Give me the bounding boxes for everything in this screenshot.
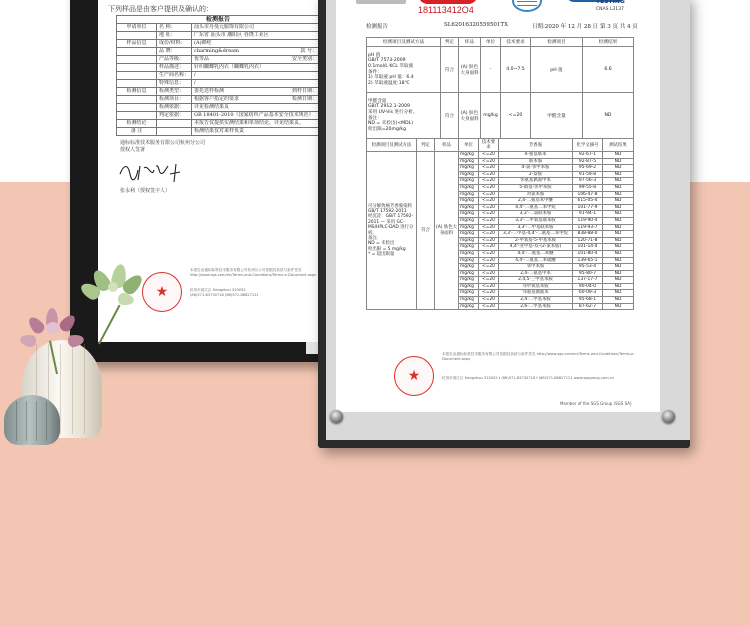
report-row [117,112,320,120]
row-label: 检测依据： [157,104,192,112]
amine-amine: 2,4-二甲基苯胺 [499,297,573,304]
amine-req: <=20 [479,237,499,244]
amine-amine: 4-氯-邻甲苯胺 [499,165,573,172]
test-method: 甲醛含量 GB/T 2912.1-2009 采用 UV-Vis 进行分析。 备注： ND = 未检出(<MDL) 检出限=20mg/kg [367,93,441,139]
amine-result: ND [603,231,634,238]
signer-name: 张永利（授权签字人） [120,188,171,194]
amine-amine: 4,4'-亚甲基-双-(2-氯苯胺) [499,244,573,251]
report-title: 检测报告 [117,16,320,24]
amine-unit: mg/kg [459,184,479,191]
amine-result: ND [603,217,634,224]
amine-unit: mg/kg [459,303,479,310]
amine-result: ND [603,178,634,185]
amine-amine: 邻甲苯胺 [499,264,573,271]
row-value: / [192,80,320,88]
amine-amine: 2-甲氧基-5-甲基苯胺 [499,237,573,244]
amine-cas: 95-53-4 [573,264,603,271]
row-value: (A)锦纶 [192,40,320,48]
amine-result: ND [603,171,634,178]
amine-result: ND [603,283,634,290]
row-label-secondary: 安全类别： [291,56,317,62]
sgs-member-text: Member of the SGS Group (SGS SA) [560,401,632,406]
amine-sample: (A) 肤色大身面料 [435,152,459,310]
row-label-secondary: 到样日期： [291,88,317,94]
amine-cas: 60-09-3 [573,290,603,297]
page-indicator: 第 3 页 共 4 页 [600,24,638,30]
row-value: 委托送样检测 到样日期： [192,88,320,96]
amine-amine: 邻氨基偶氮苯 [499,290,573,297]
amine-unit: mg/kg [459,198,479,205]
amine-req: <=20 [479,277,499,284]
company-name: 通标标准技术服务有限公司杭州分公司 [120,140,206,146]
amine-req: <=20 [479,244,499,251]
amine-unit: mg/kg [459,250,479,257]
amine-req: <=20 [479,290,499,297]
logo-strip [356,0,656,16]
amine-cas: 101-80-4 [573,250,603,257]
amine-cas: 95-68-1 [573,297,603,304]
row-group [117,96,157,104]
amine-amine: 2-萘胺 [499,171,573,178]
amine-req: <=20 [479,152,499,159]
row-label: 名 称： [157,24,192,32]
amine-unit: mg/kg [459,270,479,277]
mounting-bolt [330,410,343,423]
amine-result: ND [603,152,634,159]
amine-unit: mg/kg [459,257,479,264]
amine-result: ND [603,250,634,257]
amine-unit: mg/kg [459,191,479,198]
row-value: 根据客户指定的要求 检测日期： [192,96,320,104]
row-value: / [192,72,320,80]
amine-req: <=20 [479,171,499,178]
test-row [367,47,634,93]
left-footer: 本报告由通标标准技术服务有限公司杭州分公司依据其条款与条件签发 http://www.sgs.com/en/Terms-and-Conditions/Terms-e-Document.aspx 杭州市滨江区 Hangzhou 310052 (86)571-83730718 (86)571-86827121 [190,268,317,297]
row-label-secondary: 款 号： [300,48,317,54]
row-label: 判定依据： [157,112,192,120]
amine-result: ND [603,158,634,165]
amine-method: 可分解致癌芳香胺染料 GB/T 17592-2011 经沉淀：GB/T 17592-2011 — 采用 GC-MS/HPLC-DAD 进行分析。 备注： ND = 未检出 检出限 = 5 mg/kg * = 超出限量 [367,152,417,310]
row-group [117,72,157,80]
amine-req: <=20 [479,158,499,165]
amine-unit: mg/kg [459,165,479,172]
test-unit: mg/kg [481,93,501,139]
seal-star-icon: ★ [155,284,169,300]
left-report-table [116,15,320,136]
amine-amine: 4-氨基联苯 [499,152,573,159]
test-requirement: 4.0~7.5 [501,47,531,93]
seal-star-icon: ★ [407,368,421,384]
row-group [117,48,157,56]
left-certificate-frame [70,0,322,362]
amine-cas: 615-05-4 [573,198,603,205]
report-row [117,48,320,56]
amine-amine: 2,4-二氨基甲苯 [499,270,573,277]
amine-unit: mg/kg [459,237,479,244]
cma-logo [356,0,406,4]
row-label-secondary: 检测日期： [291,96,317,102]
amine-amine: 2,4,5-三甲基苯胺 [499,277,573,284]
row-value: 针织蝴蝶乳内衣（蝴蝶乳内衣） [192,64,320,72]
row-label: 特殊信息： [157,80,192,88]
amine-result: ND [603,184,634,191]
amine-unit: mg/kg [459,204,479,211]
amine-req: <=20 [479,184,499,191]
amine-cas: 92-87-5 [573,158,603,165]
report-row [117,24,320,32]
amine-req: <=20 [479,283,499,290]
row-value: 检测结果仅对来样负责 [192,128,320,136]
report-date: 日期:2020 年 12 月 28 日 [532,24,599,30]
row-group [117,56,157,64]
amine-unit: mg/kg [459,264,479,271]
report-row [117,120,320,128]
report-row [117,56,320,64]
amine-cas: 95-80-7 [573,270,603,277]
amine-unit: mg/kg [459,244,479,251]
amine-unit: mg/kg [459,211,479,218]
amine-amine: 5-硝基-邻甲苯胺 [499,184,573,191]
amine-result: ND [603,191,634,198]
amine-cas: 91-59-8 [573,171,603,178]
handwritten-signature [118,160,188,184]
row-group [117,112,157,120]
amine-result: ND [603,297,634,304]
report-row [117,128,320,136]
amine-amine: 邻甲氧基苯胺 [499,283,573,290]
row-label: 地 址： [157,32,192,40]
amine-unit: mg/kg [459,158,479,165]
row-value: GB 18401-2010《国家纺织产品基本安全技术规范》 [192,112,320,120]
mounting-bolt [662,410,675,423]
amine-req: <=20 [479,231,499,238]
intro-line: 下列样品是由客户提供及确认的： [108,5,213,13]
grey-vase [4,395,60,445]
test-unit: - [481,47,501,93]
amine-result: ND [603,277,634,284]
row-label: 检测项目： [157,96,192,104]
amine-req: <=20 [479,270,499,277]
amine-result: ND [603,264,634,271]
amine-result: ND [603,198,634,205]
amine-result: ND [603,211,634,218]
right-certificate-frame [318,0,690,448]
amine-cas: 838-88-0 [573,231,603,238]
amine-req: <=20 [479,204,499,211]
amine-amine: 3,3'-二甲基联苯胺 [499,224,573,231]
right-footer: 本报告由通标标准技术服务有限公司依据其条款与条件签发 http://www.sgs.com/en/Terms-and-Conditions/Terms-e-Document.aspx 杭州市滨江区 Hangzhou 310052 t (86)571-83730718 f (86)571-86827121 www.sgsgroup.com.cn [442,352,635,380]
report-number: SL62016320559501TX [444,22,508,28]
amine-cas: 101-14-4 [573,244,603,251]
amine-cas: 101-77-9 [573,204,603,211]
amine-result: ND [603,204,634,211]
amine-amine: 3,3'-二甲基-4,4'-二氨基二苯甲烷 [499,231,573,238]
test-row [367,93,634,139]
test-seal [394,356,434,396]
amine-cas: 99-55-8 [573,184,603,191]
row-label: 检测类型： [157,88,192,96]
amine-unit: mg/kg [459,277,479,284]
test-requirement: <=20 [501,93,531,139]
test-verdict: 符合 [441,93,459,139]
test-result: ND [583,93,634,139]
amine-cas: 106-47-8 [573,191,603,198]
amine-req: <=20 [479,264,499,271]
amine-amine: 对氯苯胺 [499,191,573,198]
amine-unit: mg/kg [459,152,479,159]
amine-cas: 95-69-2 [573,165,603,172]
amine-amine: 3,3'-二甲氧基联苯胺 [499,217,573,224]
amine-cas: 90-04-0 [573,283,603,290]
row-group [117,32,157,40]
amine-req: <=20 [479,198,499,205]
amine-req: <=20 [479,165,499,172]
row-label: 成份/材料： [157,40,192,48]
amine-amine: 4,4'-二氨基二苯醚 [499,250,573,257]
row-group: 样品信息 [117,40,157,48]
row-value: 广东省 汕头市 潮阳区 谷饶工业区 [192,32,320,40]
amine-amine: 联苯胺 [499,158,573,165]
amine-req: <=20 [479,303,499,310]
amine-result: ND [603,257,634,264]
amine-cas: 91-94-1 [573,211,603,218]
amine-row [367,152,634,159]
ilac-globe-icon [512,0,542,12]
amine-result: ND [603,290,634,297]
amine-req: <=20 [479,217,499,224]
amine-cas: 120-71-8 [573,237,603,244]
cnas-number: CNAS L3137 [596,7,624,12]
amine-req: <=20 [479,178,499,185]
row-label [157,120,192,128]
row-group [117,64,157,72]
amine-result: ND [603,224,634,231]
amine-amine: 4,4'-二氨基二苯甲烷 [499,204,573,211]
amine-unit: mg/kg [459,178,479,185]
test-item: 甲醛含量 [531,93,583,139]
amine-amine: 3,3'-二氯联苯胺 [499,211,573,218]
test-sample: (A) 肤色大身面料 [459,47,481,93]
amine-cas: 119-90-4 [573,217,603,224]
right-report-page [336,0,660,412]
row-label: 样品描述： [157,64,192,72]
row-value: 本报告仅提供实测结果和单项结论，详见结果页。 [192,120,320,128]
amine-req: <=20 [479,224,499,231]
row-value: 优等品 安全类别： [192,56,320,64]
ph-formaldehyde-table: 检测项目及测试方法 判定 样品 单位 技术要求 检测项目 检测结果 pH 值 GB/T 7573-2009 0.1mol/L KCL 萃取液 条件： 1) 萃取液 pH 值：6.4 2) 萃取液温度:18℃ 符合 (A) 肤色大身面料 - 4.0~7.5 pH 值 6.6 甲醛含量 GB/T 2912.1-2009 采用 UV-Vis 进行分析。 备注： ND = 未检出(<MDL) 检出限=20mg/kg 符合 (A) 肤色大身面料 mg/kg <=20 甲醛含量 ND [366,37,634,139]
test-method: pH 值 GB/T 7573-2009 0.1mol/L KCL 萃取液 条件： 1) 萃取液 pH 值：6.4 2) 萃取液温度:18℃ [367,47,441,93]
amine-cas: 92-67-1 [573,152,603,159]
amine-amine: 4,4'-二氨基二苯硫醚 [499,257,573,264]
amine-unit: mg/kg [459,290,479,297]
row-label: 生产商名称： [157,72,192,80]
report-heading: 检测报告 [366,24,389,30]
amine-cas: 87-62-7 [573,303,603,310]
amine-unit: mg/kg [459,171,479,178]
amine-result: ND [603,165,634,172]
test-sample: (A) 肤色大身面料 [459,93,481,139]
test-result: 6.6 [583,47,634,93]
amine-req: <=20 [479,191,499,198]
row-label: 品 牌： [157,48,192,56]
report-row [117,40,320,48]
row-group: 检测结论 [117,120,157,128]
amine-amine: 邻氨基偶氮甲苯 [499,178,573,185]
row-value: charming&dream 款 号： [192,48,320,56]
test-item: pH 值 [531,47,583,93]
amine-unit: mg/kg [459,217,479,224]
row-value: 汕头市丹曼元服饰有限公司 [192,24,320,32]
amine-req: <=20 [479,297,499,304]
amine-unit: mg/kg [459,283,479,290]
amine-result: ND [603,244,634,251]
row-label: 产品等级： [157,56,192,64]
amine-unit: mg/kg [459,297,479,304]
amine-verdict: 符合 [417,152,435,310]
amine-req: <=20 [479,250,499,257]
amine-cas: 119-93-7 [573,224,603,231]
amine-cas: 139-65-1 [573,257,603,264]
amine-cas: 137-17-7 [573,277,603,284]
report-row [117,72,320,80]
row-group: 检测信息 [117,88,157,96]
report-row [117,64,320,72]
amine-unit: mg/kg [459,231,479,238]
amine-amine: 2,4-二氨基苯甲醚 [499,198,573,205]
report-row [117,32,320,40]
amine-amine: 2,6-二甲基苯胺 [499,303,573,310]
row-value: 详见检测结果页 [192,104,320,112]
test-verdict: 符合 [441,47,459,93]
row-group: 申请单位 [117,24,157,32]
row-group [117,104,157,112]
row-group [117,80,157,88]
red-logo [418,0,478,4]
company-seal [142,272,182,312]
report-row [117,80,320,88]
approver-label: 授权人签署 [120,147,146,153]
amine-cas: 97-56-3 [573,178,603,185]
testing-label: TESTING [596,0,625,5]
aromatic-amine-table: 检测项目及测试方法 判定 样品 单位 技术要求 芳香胺 化学文摘号 测试结果 可分解致癌芳香胺染料 GB/T 17592-2011 经沉淀：GB/T 17592-2011 — 采用 GC-MS/HPLC-DAD 进行分析。 备注： ND = 未检出 检出限 = 5 mg/kg * = 超出限量 符合 (A) 肤色大身面料 mg/kg <=20 4-氨基联苯 92-67-1 ND mg/kg <=20 联苯胺 92-87-5 ND mg/kg <=20 4-氯-邻甲苯胺 95-69-2 ND mg/kg <=20 2-萘胺 91-59-8 ND mg/kg <=20 邻氨基偶氮甲苯 97-56-3 ND mg/kg <=20 5-硝基-邻甲苯胺 99-55-8 ND mg/kg <=20 对氯苯胺 106-47-8 ND mg/kg <=20 2,4-二氨基苯甲醚 615-05-4 ND mg/kg <=20 4,4'-二氨基二苯甲烷 101-77-9 ND mg/kg <=20 3,3'-二氯联苯胺 91-94-1 ND mg/kg <=20 3,3'-二甲氧基联苯胺 119-90-4 ND mg/kg <=20 3,3'-二甲基联苯胺 119-93-7 ND mg/kg <=20 3,3'-二甲基-4,4'-二氨基二苯甲烷 838-88-0 ND mg/kg <=20 2-甲氧基-5-甲基苯胺 120-71-8 ND mg/kg <=20 4,4'-亚甲基-双-(2-氯苯胺) 101-14-4 ND mg/kg <=20 4,4'-二氨基二苯醚 101-80-4 ND mg/kg <=20 4,4'-二氨基二苯硫醚 139-65-1 ND mg/kg <=20 邻甲苯胺 95-53-4 ND mg/kg <=20 2,4-二氨基甲苯 95-80-7 ND mg/kg <=20 2,4,5-三甲基苯胺 137-17-7 ND mg/kg <=20 邻甲氧基苯胺 90-04-0 ND mg/kg <=20 邻氨基偶氮苯 60-09-3 ND mg/kg <=20 2,4-二甲基苯胺 95-68-1 ND mg/kg <=20 2,6-二甲基苯胺 87-62-7 ND [366,138,634,310]
report-row [117,96,320,104]
report-row [117,88,320,96]
phone-number: 181113412O4 [418,5,474,15]
amine-result: ND [603,303,634,310]
amine-req: <=20 [479,257,499,264]
row-label [157,128,192,136]
amine-unit: mg/kg [459,224,479,231]
amine-result: ND [603,270,634,277]
report-row [117,104,320,112]
amine-req: <=20 [479,211,499,218]
issuer-block [120,140,205,154]
row-group: 备 注 [117,128,157,136]
amine-result: ND [603,237,634,244]
